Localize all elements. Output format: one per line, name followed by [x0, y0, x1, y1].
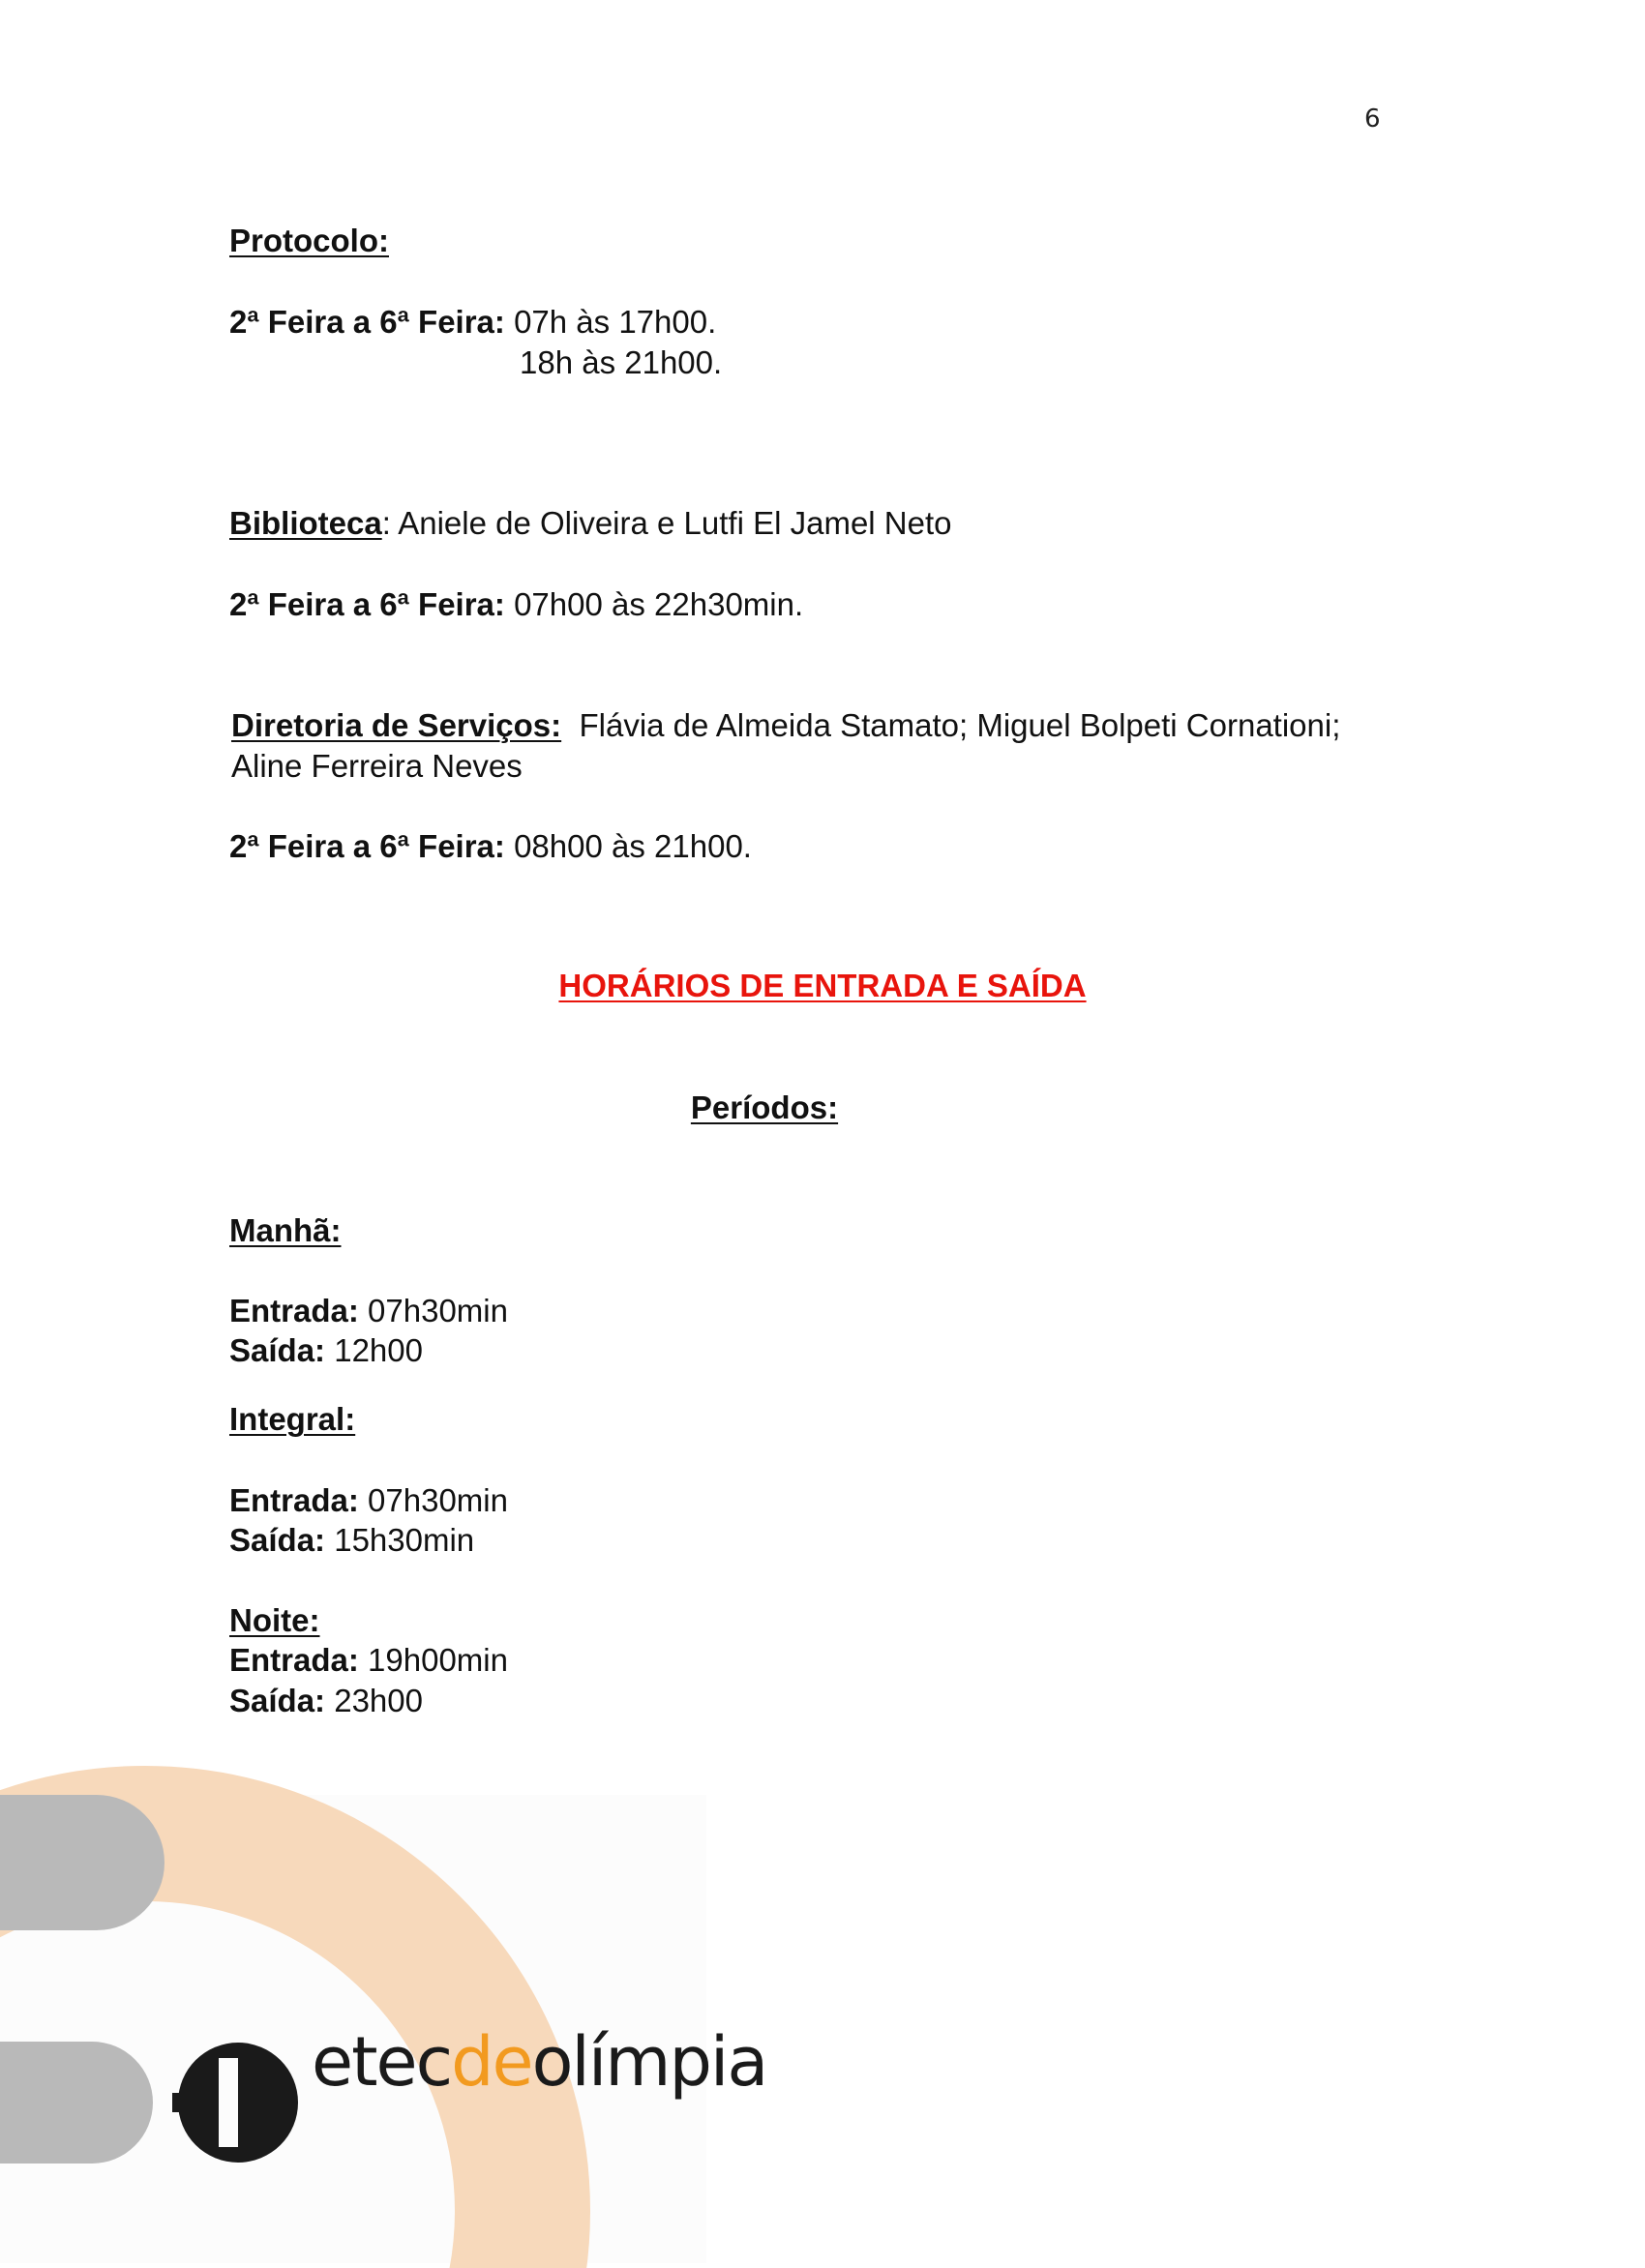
noite-saida	[229, 1681, 423, 1721]
manha-saida	[229, 1330, 423, 1371]
manha-entrada	[229, 1291, 508, 1331]
gray-lower-shape	[0, 2042, 153, 2164]
diretoria-days-label: 2ª Feira a 6ª Feira:	[229, 828, 505, 864]
logo-text-etec: etec	[312, 2022, 452, 2102]
diretoria-staff-2: Aline Ferreira Neves	[231, 748, 523, 784]
integral-saida	[229, 1520, 474, 1561]
noite-saida-value: 23h00	[325, 1683, 423, 1718]
integral-entrada-label: Entrada:	[229, 1482, 359, 1518]
integral-entrada-value: 07h30min	[358, 1482, 508, 1518]
biblioteca-staff: : Aniele de Oliveira e Lutfi El Jamel Neto	[381, 505, 952, 541]
manha-saida-value: 12h00	[325, 1332, 423, 1368]
biblioteca-time: 07h00 às 22h30min.	[504, 586, 804, 622]
manha-saida-label: Saída:	[229, 1332, 326, 1368]
integral-saida-value: 15h30min	[325, 1522, 475, 1558]
integral-saida-label: Saída:	[229, 1522, 326, 1558]
protocolo-title: Protocolo:	[229, 223, 389, 258]
manha-entrada-label: Entrada:	[229, 1293, 359, 1328]
periodos-heading: Períodos:	[690, 1089, 839, 1125]
integral-title: Integral:	[229, 1401, 356, 1437]
biblioteca-title: Biblioteca	[229, 505, 382, 541]
diretoria-time: 08h00 às 21h00.	[504, 828, 752, 864]
biblioteca-days-label: 2ª Feira a 6ª Feira:	[229, 586, 505, 622]
diretoria-line-1	[231, 705, 1340, 746]
manha-entrada-value: 07h30min	[358, 1293, 508, 1328]
diretoria-staff-1: Flávia de Almeida Stamato; Miguel Bolpeti Cornationi;	[561, 707, 1341, 743]
manha-title: Manhã:	[229, 1212, 342, 1248]
etec-logo-wordmark	[312, 2022, 766, 2102]
protocolo-time-2: 18h às 21h00.	[520, 344, 723, 380]
gray-upper-shape	[0, 1795, 164, 1930]
noite-entrada-value: 19h00min	[358, 1642, 508, 1678]
protocolo-time-1: 07h às 17h00.	[504, 304, 717, 340]
diretoria-title: Diretoria de Serviços:	[231, 707, 562, 743]
footer-logo-background	[0, 1795, 767, 2263]
diretoria-hours	[229, 826, 752, 867]
biblioteca-hours	[229, 584, 803, 625]
noite-saida-label: Saída:	[229, 1683, 326, 1718]
page-number: 6	[1364, 104, 1381, 134]
biblioteca-line	[229, 503, 952, 544]
integral-entrada	[229, 1480, 508, 1521]
noite-title: Noite:	[229, 1602, 320, 1638]
horarios-heading: HORÁRIOS DE ENTRADA E SAÍDA	[558, 968, 1087, 1003]
etec-emblem-icon	[172, 2043, 298, 2163]
protocolo-hours	[229, 302, 716, 343]
logo-text-olimpia: olímpia	[531, 2022, 767, 2102]
logo-text-de: de	[451, 2022, 532, 2102]
protocolo-days-label: 2ª Feira a 6ª Feira:	[229, 304, 505, 340]
noite-entrada-label: Entrada:	[229, 1642, 359, 1678]
noite-entrada	[229, 1640, 508, 1681]
